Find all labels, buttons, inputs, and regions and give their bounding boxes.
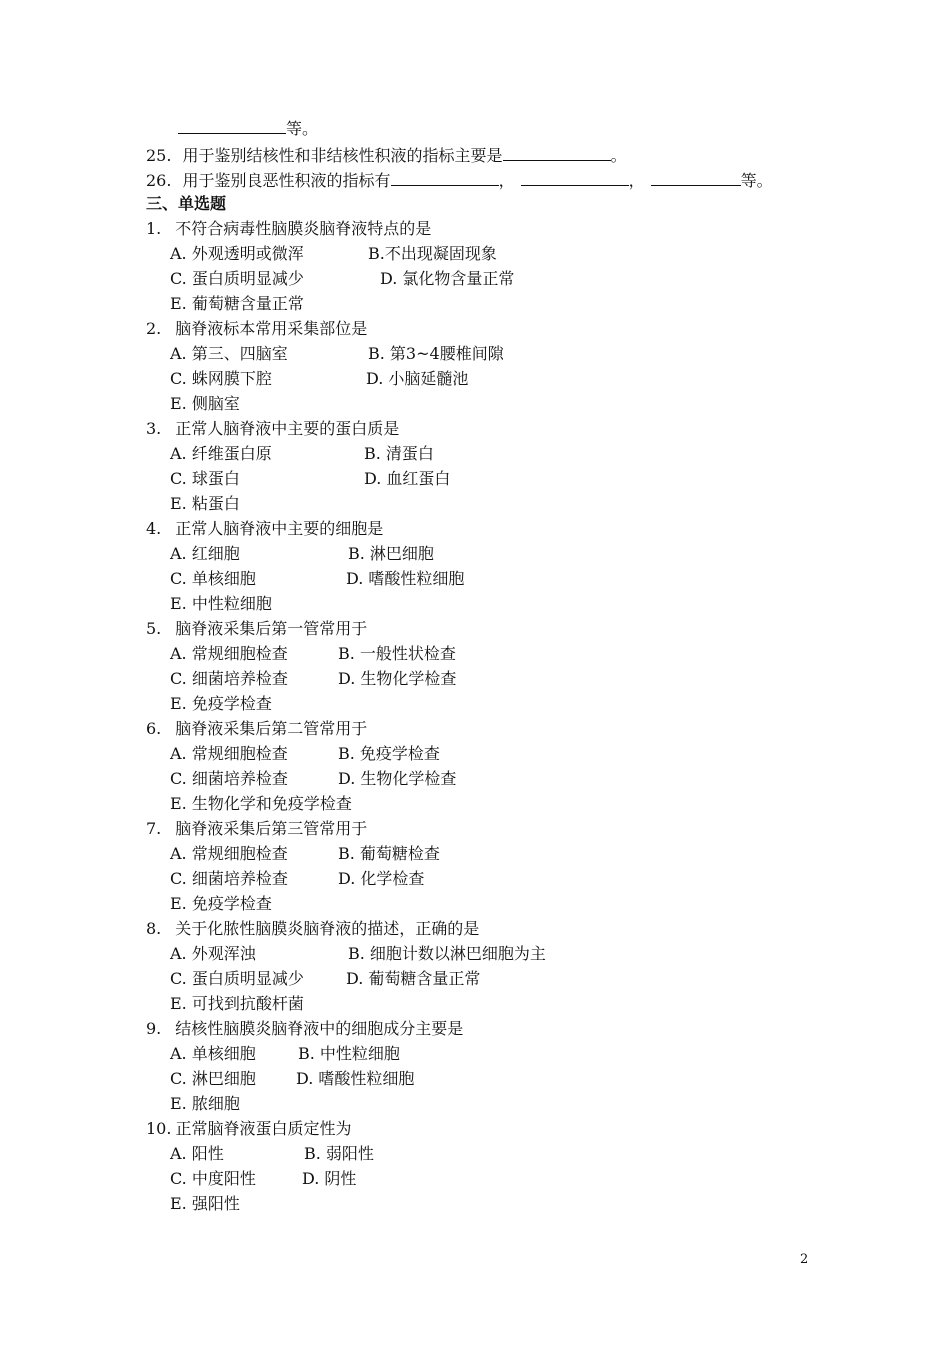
option-d: D. 嗜酸性粒细胞 bbox=[346, 569, 465, 588]
option-d: D. 葡萄糖含量正常 bbox=[346, 969, 481, 988]
answer-blank bbox=[521, 170, 629, 186]
question-number: 3. bbox=[146, 419, 162, 438]
question-stem bbox=[146, 919, 479, 939]
question-stem bbox=[146, 619, 367, 639]
answer-blank bbox=[651, 170, 741, 186]
option-b: B. 一般性状检查 bbox=[338, 644, 456, 663]
question-text: 脑脊液采集后第一管常用于 bbox=[175, 619, 368, 638]
option-d: D. 血红蛋白 bbox=[364, 469, 451, 488]
option-b: B. 葡萄糖检查 bbox=[338, 844, 440, 863]
option-b: B. 免疫学检查 bbox=[338, 744, 440, 763]
question-number: 5. bbox=[146, 619, 162, 638]
question-stem bbox=[146, 1019, 463, 1039]
question-stem bbox=[146, 719, 367, 739]
option-d: D. 生物化学检查 bbox=[338, 669, 457, 688]
option-d: D. 阴性 bbox=[302, 1169, 357, 1188]
question-text: 用于鉴别良恶性积液的指标有 bbox=[182, 171, 391, 190]
option-c: C. 蛛网膜下腔 bbox=[170, 369, 272, 388]
option-a: A. 常规细胞检查 bbox=[170, 644, 288, 663]
question-text: 关于化脓性脑膜炎脑脊液的描述，正确的是 bbox=[175, 919, 480, 938]
option-c: C. 蛋白质明显减少 bbox=[170, 969, 304, 988]
option-e: E. 免疫学检查 bbox=[170, 894, 272, 913]
question-number: 4. bbox=[146, 519, 162, 538]
question-text: 脑脊液采集后第三管常用于 bbox=[175, 819, 368, 838]
option-c: C. 淋巴细胞 bbox=[170, 1069, 256, 1088]
question-stem bbox=[146, 519, 383, 539]
question-number: 25. bbox=[146, 146, 172, 165]
answer-blank bbox=[503, 145, 611, 161]
question-stem bbox=[146, 419, 399, 439]
option-e: E. 生物化学和免疫学检查 bbox=[170, 794, 352, 813]
option-e: E. 侧脑室 bbox=[170, 394, 240, 413]
option-b: B. 中性粒细胞 bbox=[298, 1044, 400, 1063]
question-text: 正常人脑脊液中主要的细胞是 bbox=[175, 519, 384, 538]
question-stem bbox=[146, 819, 367, 839]
option-e: E. 强阳性 bbox=[170, 1194, 240, 1213]
question-text: 正常脑脊液蛋白质定性为 bbox=[175, 1119, 352, 1138]
question-number: 1. bbox=[146, 219, 162, 238]
question-number: 26. bbox=[146, 171, 172, 190]
option-b: B.不出现凝固现象 bbox=[368, 244, 497, 263]
option-e: E. 葡萄糖含量正常 bbox=[170, 294, 304, 313]
question-number: 7. bbox=[146, 819, 162, 838]
question-text: 脑脊液标本常用采集部位是 bbox=[175, 319, 368, 338]
option-c: C. 中度阳性 bbox=[170, 1169, 256, 1188]
option-c: C. 细菌培养检查 bbox=[170, 669, 288, 688]
question-text: 脑脊液采集后第二管常用于 bbox=[175, 719, 368, 738]
question-text: 不符合病毒性脑膜炎脑脊液特点的是 bbox=[175, 219, 432, 238]
question-number: 6. bbox=[146, 719, 162, 738]
question-26: 26. 用于鉴别良恶性积液的指标有 ， ， 等。 bbox=[146, 171, 773, 190]
option-a: A. 单核细胞 bbox=[170, 1044, 256, 1063]
question-number: 2. bbox=[146, 319, 162, 338]
option-c: C. 单核细胞 bbox=[170, 569, 256, 588]
option-a: A. 红细胞 bbox=[170, 544, 240, 563]
option-d: D. 氯化物含量正常 bbox=[380, 269, 515, 288]
question-text: 结核性脑膜炎脑脊液中的细胞成分主要是 bbox=[175, 1019, 464, 1038]
option-d: D. 嗜酸性粒细胞 bbox=[296, 1069, 415, 1088]
section-title: 三、单选题 bbox=[146, 194, 227, 213]
option-b: B. 淋巴细胞 bbox=[348, 544, 434, 563]
option-c: C. 球蛋白 bbox=[170, 469, 240, 488]
option-b: B. 清蛋白 bbox=[364, 444, 434, 463]
option-c: C. 细菌培养检查 bbox=[170, 869, 288, 888]
option-b: B. 弱阳性 bbox=[304, 1144, 374, 1163]
question-number: 8. bbox=[146, 919, 162, 938]
option-a: A. 常规细胞检查 bbox=[170, 844, 288, 863]
option-c: C. 细菌培养检查 bbox=[170, 769, 288, 788]
option-a: A. 第三、四脑室 bbox=[170, 344, 288, 363]
answer-blank bbox=[178, 118, 286, 134]
option-a: A. 外观透明或微浑 bbox=[170, 244, 304, 263]
option-e: E. 免疫学检查 bbox=[170, 694, 272, 713]
option-a: A. 阳性 bbox=[170, 1144, 224, 1163]
question-25: 25. 用于鉴别结核性和非结核性积液的指标主要是 。 bbox=[146, 146, 627, 165]
option-d: D. 化学检查 bbox=[338, 869, 425, 888]
option-c: C. 蛋白质明显减少 bbox=[170, 269, 304, 288]
question-stem bbox=[146, 1119, 351, 1139]
option-e: E. 中性粒细胞 bbox=[170, 594, 272, 613]
question-number: 9. bbox=[146, 1019, 162, 1038]
option-e: E. 脓细胞 bbox=[170, 1094, 240, 1113]
question-number: 10. bbox=[146, 1119, 172, 1138]
question-text: 正常人脑脊液中主要的蛋白质是 bbox=[175, 419, 400, 438]
option-a: A. 纤维蛋白原 bbox=[170, 444, 272, 463]
question-stem bbox=[146, 319, 367, 339]
option-d: D. 生物化学检查 bbox=[338, 769, 457, 788]
question-text: 用于鉴别结核性和非结核性积液的指标主要是 bbox=[182, 146, 503, 165]
option-e: E. 可找到抗酸杆菌 bbox=[170, 994, 304, 1013]
q24-continuation: 等。 bbox=[178, 118, 318, 139]
option-a: A. 外观浑浊 bbox=[170, 944, 256, 963]
option-a: A. 常规细胞检查 bbox=[170, 744, 288, 763]
option-e: E. 粘蛋白 bbox=[170, 494, 240, 513]
option-b: B. 细胞计数以淋巴细胞为主 bbox=[348, 944, 546, 963]
option-d: D. 小脑延髓池 bbox=[366, 369, 469, 388]
question-stem bbox=[146, 219, 431, 239]
option-b: B. 第3~4腰椎间隙 bbox=[368, 344, 504, 363]
answer-blank bbox=[391, 170, 499, 186]
page-number: 2 bbox=[800, 1252, 809, 1267]
